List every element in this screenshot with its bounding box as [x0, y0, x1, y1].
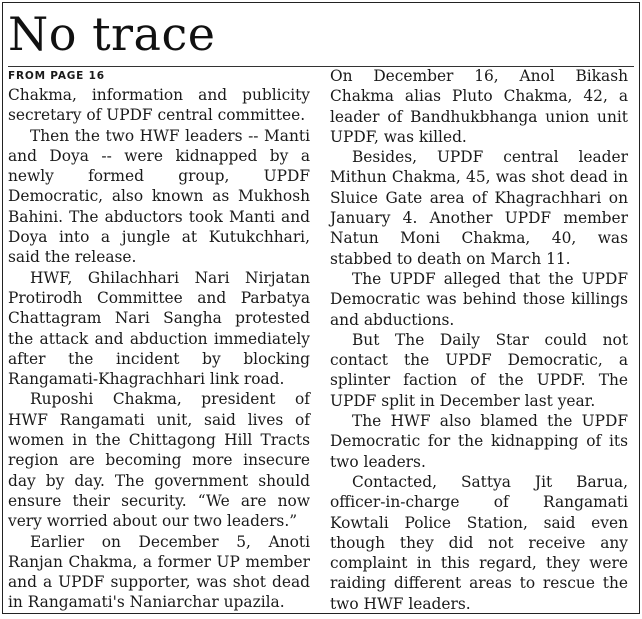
paragraph: Chakma, information and publicity secretary of UPDF central committee.: [8, 86, 310, 125]
continuation-kicker: FROM PAGE 16: [8, 70, 105, 82]
paragraph: Earlier on December 5, Anoti Ranjan Chakma, a former UP member and a UPDF supporter, was shot dead in Rangamati's Naniarchar upazila.: [8, 532, 310, 612]
paragraph: Ruposhi Chakma, president of HWF Rangamati unit, said lives of women in the Chittagong Hill Tracts region are becoming more insecure day by day. The government should ensure their security. “We are now very worried about our two leaders.”: [8, 390, 310, 531]
paragraph: On December 16, Anol Bikash Chakma alias Pluto Chakma, 42, a leader of Bandhukbhanga union unit UPDF, was killed.: [330, 67, 628, 146]
paragraph: But The Daily Star could not contact the UPDF Democratic, a splinter faction of the UPDF. The UPDF split in December last year.: [330, 330, 628, 410]
paragraph: The UPDF alleged that the UPDF Democratic was behind those killings and abductions.: [330, 269, 628, 329]
paragraph: Then the two HWF leaders -- Manti and Doya -- were kidnapped by a newly formed group, UPDF Democratic, also known as Mukhosh Bahini. The abductors took Manti and Doya into a jungle at Kutukchhari, said the release.: [8, 126, 310, 267]
right-column: [330, 66, 628, 614]
left-column: [8, 66, 310, 613]
headline: No trace: [8, 7, 216, 61]
paragraph: The HWF also blamed the UPDF Democratic for the kidnapping of its two leaders.: [330, 412, 628, 471]
paragraph: HWF, Ghilachhari Nari Nirjatan Protirodh Committee and Parbatya Chattagram Nari Sangha protested the attack and abduction immediately after the incident by blocking Rangamati-Khagrachhari link road.: [8, 268, 310, 389]
paragraph: Besides, UPDF central leader Mithun Chakma, 45, was shot dead in Sluice Gate area of Khagrachhari on January 4. Another UPDF member Natun Moni Chakma, 40, was stabbed to death on March 11.: [330, 148, 628, 268]
paragraph: Contacted, Sattya Jit Barua, officer-in-charge of Rangamati Kowtali Police Station, said even though they did not receive any complaint in this regard, they were raiding different areas to rescue the two HWF leaders.: [330, 472, 628, 613]
